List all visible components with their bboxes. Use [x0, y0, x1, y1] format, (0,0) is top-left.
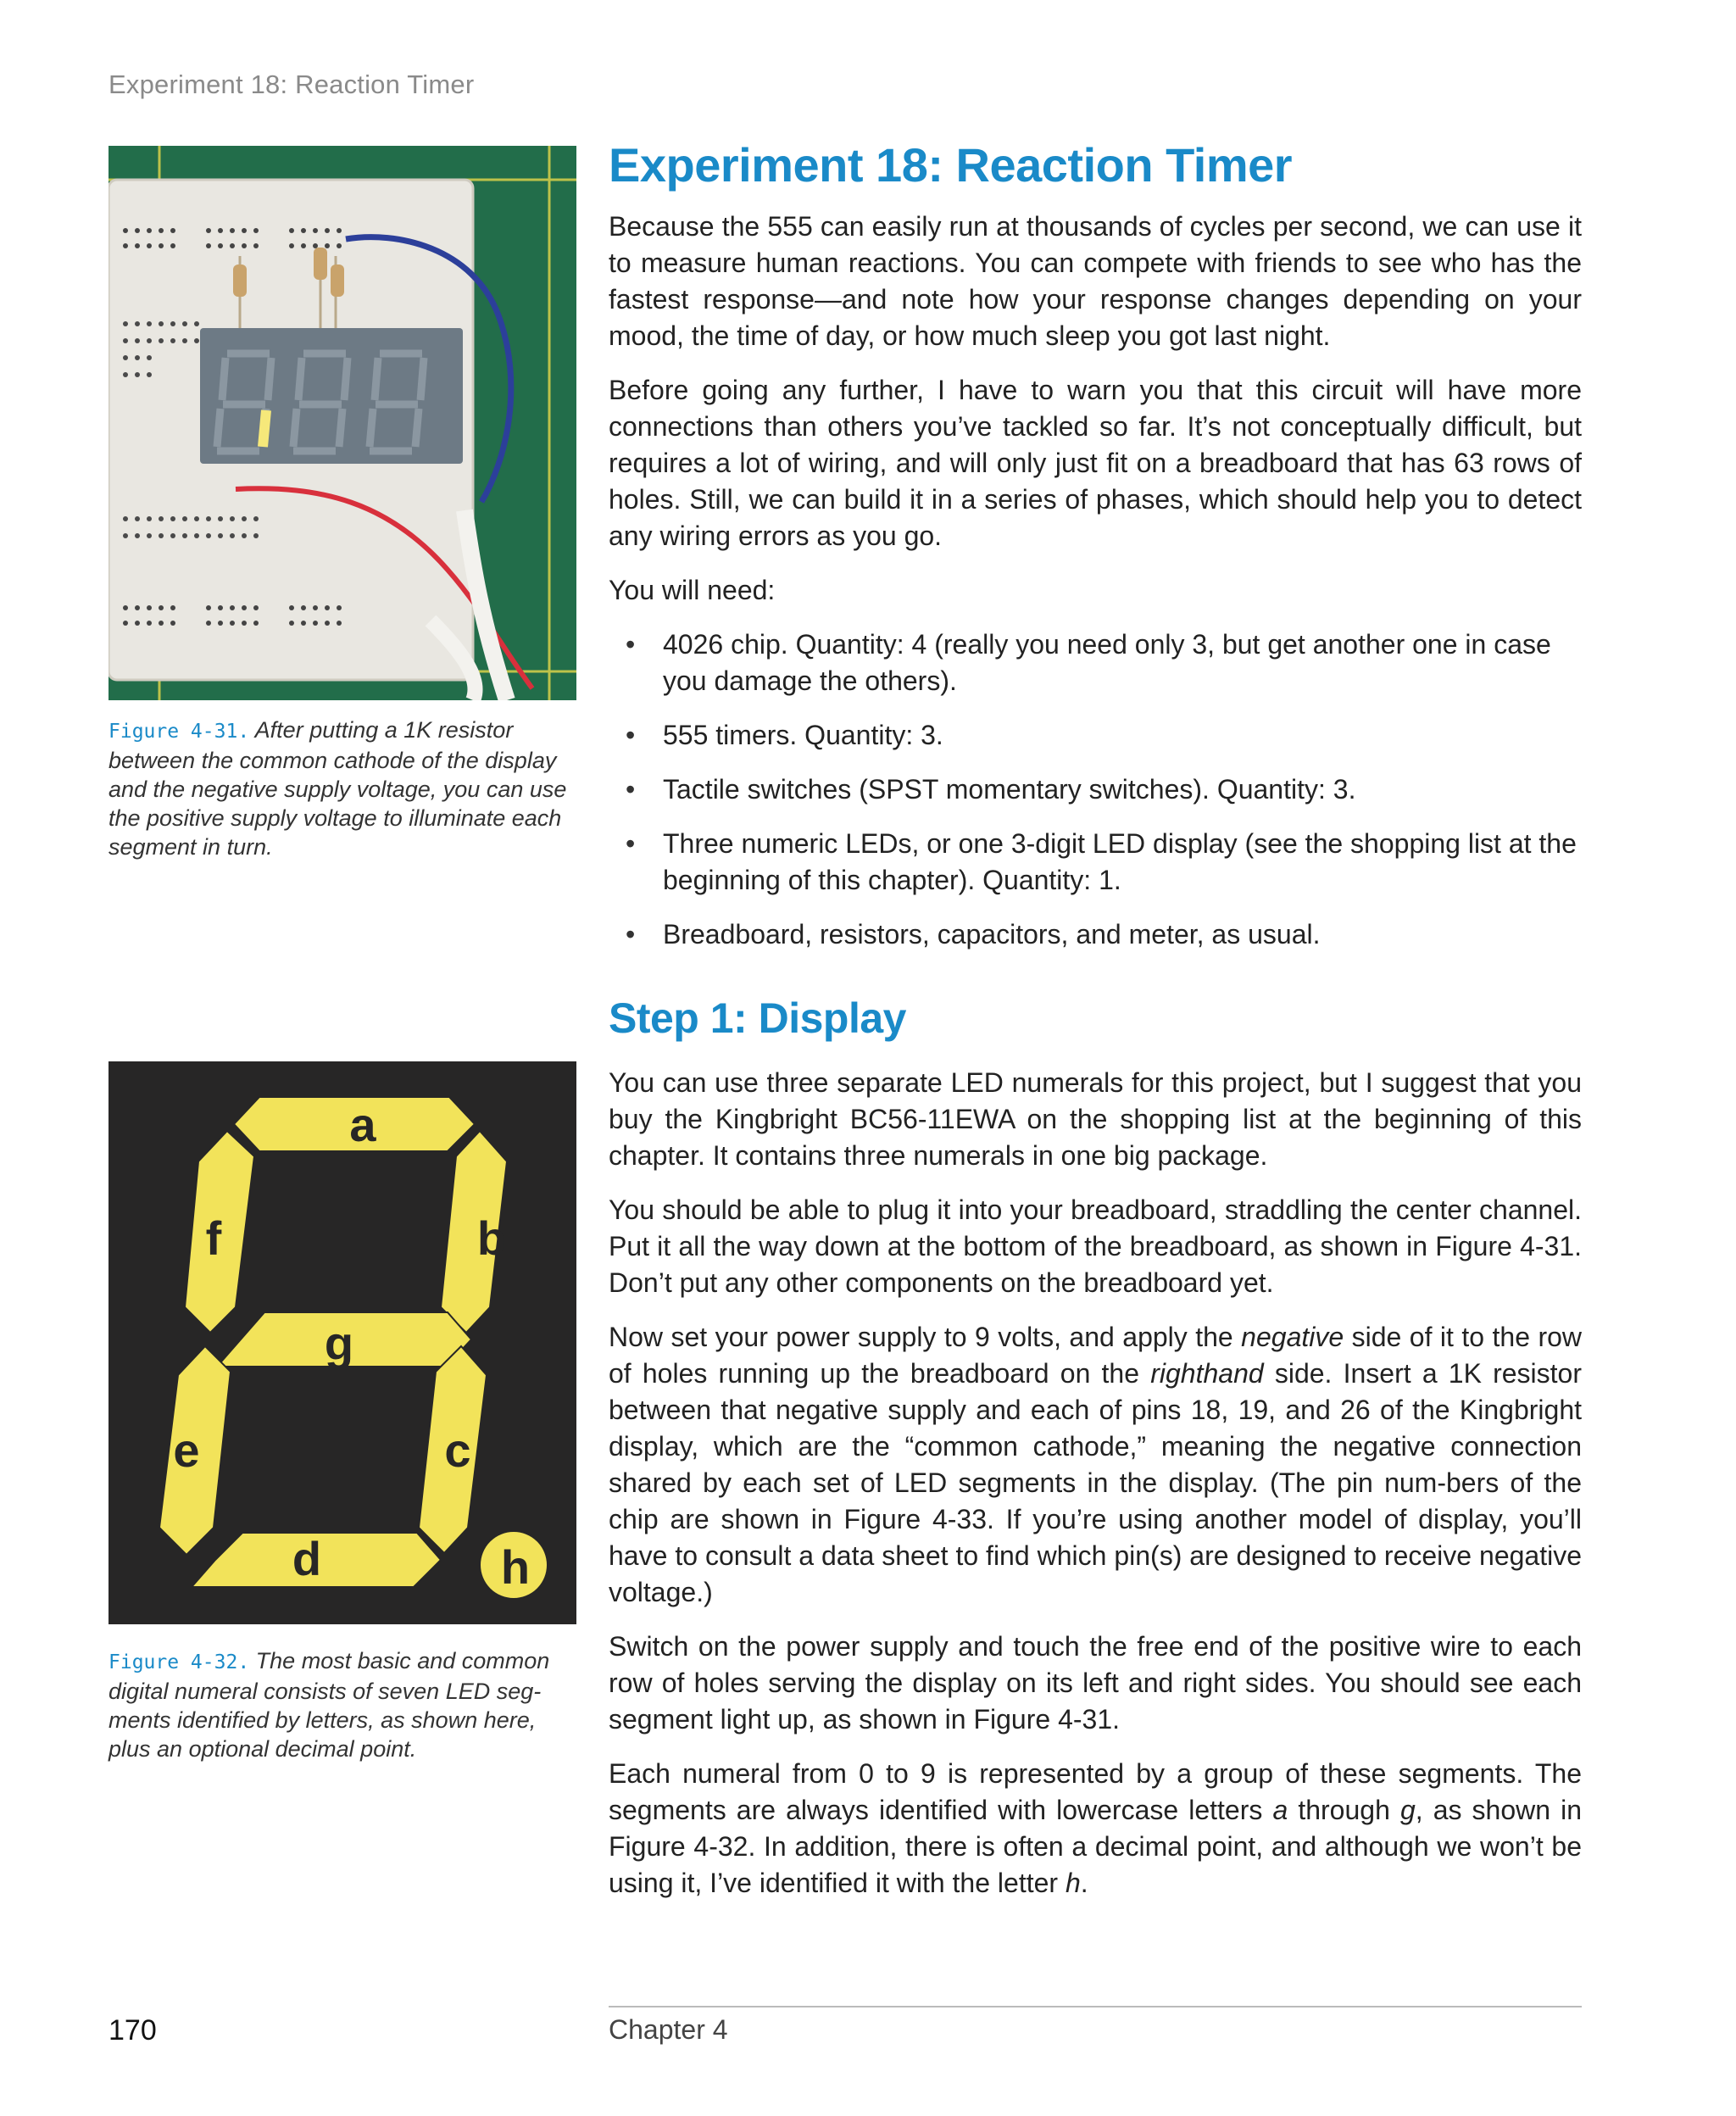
step-paragraph-3-part: side. Insert a 1K resistor between that negative supply and each of pins 18, 19, and 26 of the Kingbright display, which are the “common cathode,” meaning the negative connection shared by each set of LED segments in the display. (The pin num-bers of the chip are shown in Figure 4-33. If you’re using another model of display, you’ll have to consult a data sheet to find which pin(s) are designed to receive negative voltage.) [609, 1358, 1583, 1607]
list-item [609, 717, 1582, 754]
segment-label-h: h [500, 1540, 531, 1594]
segment-label-b: b [476, 1211, 507, 1265]
step-paragraph-3-part: Now set your power supply to 9 volts, and apply the [609, 1322, 1242, 1352]
running-head: Experiment 18: Reaction Timer [108, 70, 475, 99]
list-item-text: Three numeric LEDs, or one 3-digit LED display (see the shopping list at the beginning of this chapter). Quantity: 1. [663, 828, 1577, 895]
list-item-text: Breadboard, resistors, capacitors, and meter, as usual. [663, 919, 1321, 949]
emphasis-righthand: righthand [1150, 1358, 1264, 1389]
bullet-marker: • [626, 720, 636, 750]
emphasis-negative: negative [1241, 1322, 1344, 1352]
list-item [609, 916, 1582, 953]
parts-list [609, 626, 1582, 953]
step-paragraph-2: You should be able to plug it into your breadboard, straddling the center channel. Put it all the way down at the bottom of the breadboard, as shown in Figure 4-31. Don’t put any other components on the breadboard yet. [609, 1194, 1582, 1298]
list-item-text: 4026 chip. Quantity: 4 (really you need only 3, but get another one in case you damage the others). [663, 629, 1551, 696]
page-number: 170 [108, 2014, 157, 2046]
breadboard-photo-illustration [108, 146, 576, 700]
segment-label-c: c [444, 1423, 471, 1477]
step-paragraph-5-part: , as shown in Figure 4-32. In addition, there is often a decimal point, and although we won’t be using it, I’ve identified it with the letter [609, 1795, 1583, 1898]
step-heading: Step 1: Display [609, 994, 906, 1042]
emphasis-letter-h: h [1065, 1868, 1081, 1898]
bullet-marker: • [626, 629, 636, 660]
segment-label-f: f [205, 1211, 222, 1265]
emphasis-letter-a: a [1272, 1795, 1288, 1825]
intro-paragraph-2: Before going any further, I have to warn you that this circuit will have more connections than others you’ve tackled so far. It’s not conceptually difficult, but requires a lot of wiring, and will only just fit on a breadboard that has 63 rows of holes. Still, we can build it in a series of phases, which should help you to detect any wiring errors as you go. [609, 375, 1582, 551]
segment-label-e: e [173, 1423, 200, 1477]
segment-label-a: a [349, 1098, 376, 1151]
list-item [609, 626, 1582, 699]
list-item [609, 826, 1582, 899]
step-paragraph-1: You can use three separate LED numerals for this project, but I suggest that you buy the Kingbright BC56-11EWA on the shopping list at the beginning of this chapter. It contains three numerals in one big package. [609, 1067, 1582, 1171]
figure-31-caption-text: After putting a 1K resistor between the common cathode of the display and the negative supply voltage, you can use the positive supply voltage to illuminate each segment in turn. [108, 717, 567, 860]
step-paragraph-5-part: through [1288, 1795, 1400, 1825]
seven-segment-diagram [108, 1061, 576, 1624]
step-paragraph-5-part: . [1080, 1868, 1088, 1898]
figure-31-caption [108, 716, 576, 861]
page-title: Experiment 18: Reaction Timer [609, 138, 1293, 192]
list-item [609, 771, 1582, 808]
emphasis-letter-g: g [1399, 1795, 1416, 1825]
breadboard-photo [108, 146, 576, 700]
bullet-marker: • [626, 828, 636, 859]
step-1-section [609, 1065, 1582, 1902]
intro-paragraph-1: Because the 555 can easily run at thousands of cycles per second, we can use it to measure human reactions. You can compete with friends to see who has the fastest response—and note how your response changes depending on your mood, the time of day, or how much sleep you got last night. [609, 211, 1582, 351]
step-paragraph-3-part: side of it to the row of holes running up the breadboard on the [609, 1322, 1583, 1389]
seven-segment-svg [108, 1061, 576, 1624]
intro-section [609, 209, 1582, 971]
you-will-need-label: You will need: [609, 575, 776, 605]
bullet-marker: • [626, 774, 636, 805]
step-paragraph-5 [609, 1756, 1582, 1902]
step-paragraph-3 [609, 1319, 1582, 1611]
segment-label-g: g [324, 1317, 354, 1370]
list-item-text: Tactile switches (SPST momentary switches). Quantity: 3. [663, 774, 1356, 805]
figure-31-ref: Figure 4-31. [108, 721, 250, 743]
step-paragraph-4: Switch on the power supply and touch the free end of the positive wire to each row of holes serving the display on its left and right sides. You should see each segment light up, as shown in Figure 4-31. [609, 1631, 1582, 1735]
step-paragraph-5-part: Each numeral from 0 to 9 is represented by a group of these segments. The segments are always identified with lowercase letters [609, 1758, 1582, 1825]
figure-32-caption-text: The most basic and common digital numeral consists of seven LED seg-ments identified by letters, as shown here, plus an optional decimal point. [108, 1648, 550, 1762]
footer-rule [609, 2006, 1582, 2007]
figure-32-caption [108, 1646, 576, 1763]
figure-32-ref: Figure 4-32. [108, 1651, 250, 1673]
segment-label-d: d [292, 1532, 322, 1585]
bullet-marker: • [626, 919, 636, 949]
chapter-label: Chapter 4 [609, 2014, 728, 2045]
list-item-text: 555 timers. Quantity: 3. [663, 720, 943, 750]
